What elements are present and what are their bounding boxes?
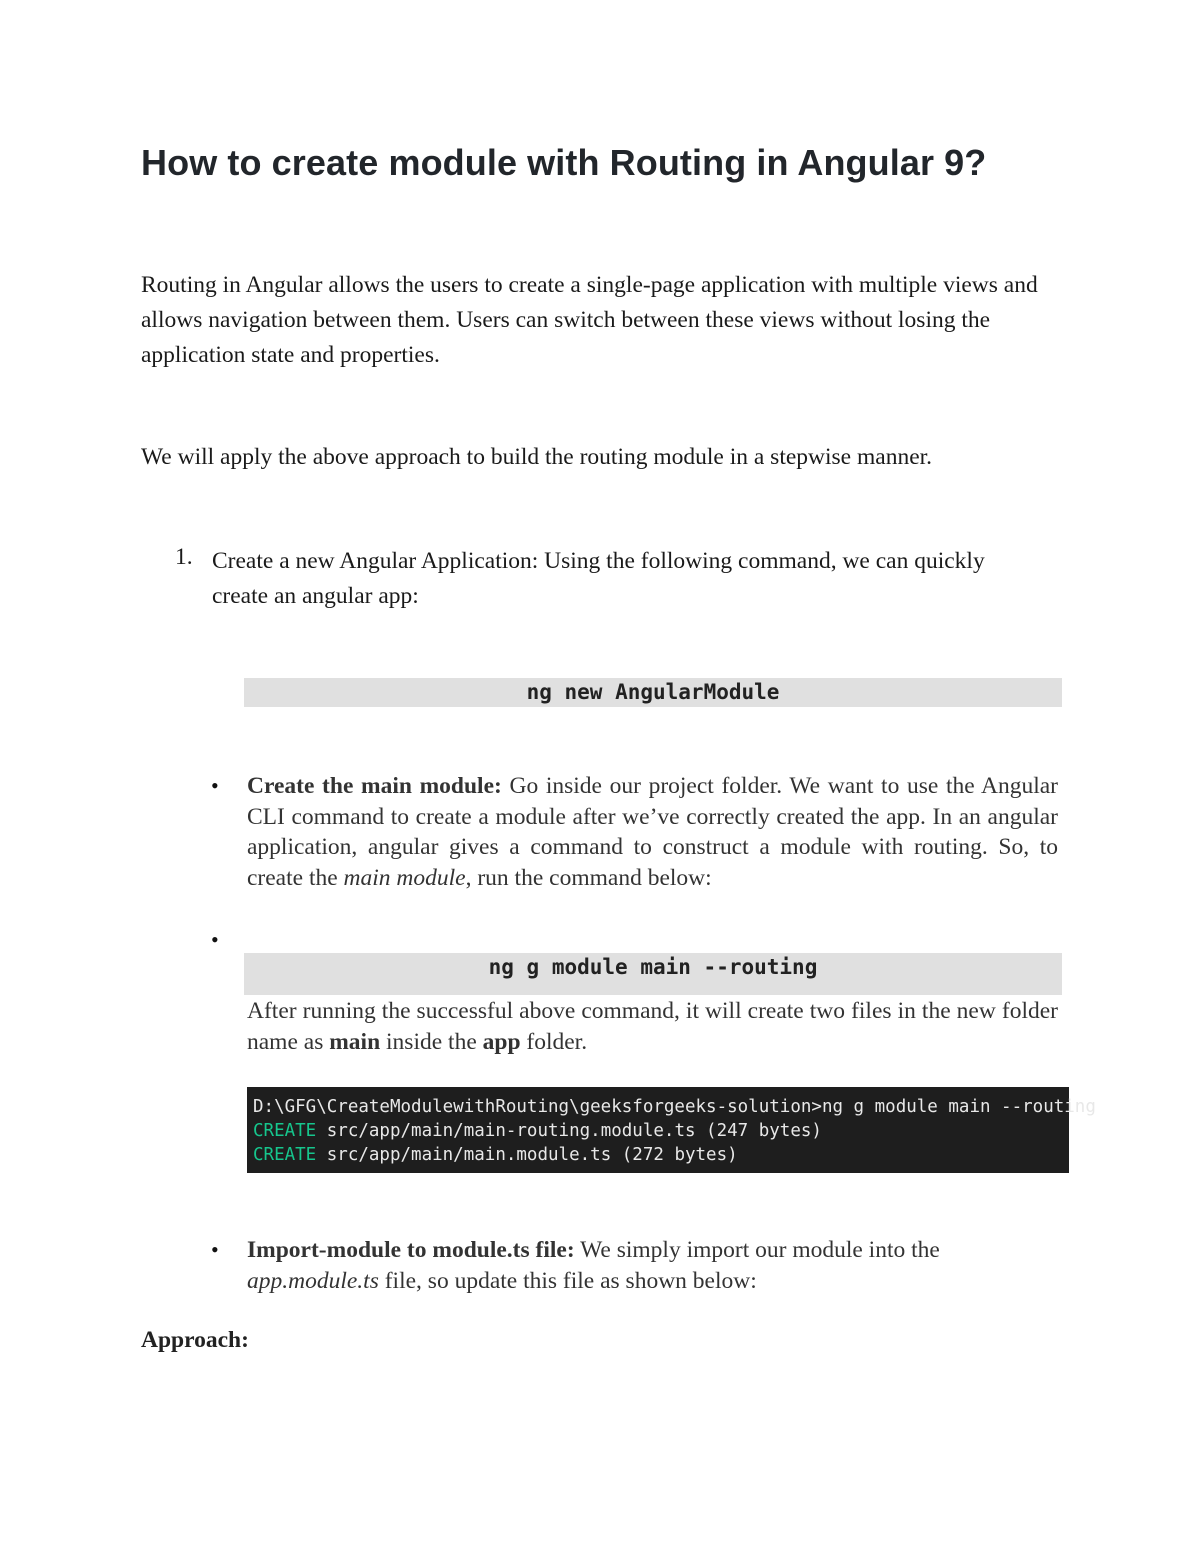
bullet-marker: • [211,773,219,798]
create-keyword: CREATE [253,1145,317,1165]
approach-heading: Approach: [141,1327,249,1353]
import-module-heading: Import-module to module.ts file: [247,1237,575,1263]
terminal-output [247,1087,1096,1173]
terminal-prompt-line: D:\GFG\CreateModulewithRouting\geeksforgeeks-solution>ng g module main --routing [253,1097,1096,1117]
after-command-paragraph [247,996,1058,1057]
terminal-file-2: src/app/main/main.module.ts (272 bytes) [316,1145,738,1165]
command-block-generate-module: ng g module main --routing [244,953,1062,995]
import-module-paragraph [247,1235,1058,1296]
after-text-c: folder. [520,1028,588,1055]
create-main-module-text-b: , run the command below: [465,864,712,891]
empty-bullet-marker: • [211,927,219,952]
create-main-module-text-a: Go inside our project folder. We want to use the Angular CLI command to create a module after we’ve correctly created the app. In an angular application, angular gives a command to construct a module with routing. So, to create the [247,773,1059,891]
step-number: 1. [175,544,193,570]
after-text-b: inside the [380,1028,483,1055]
import-module-text-a: We simply import our module into the [574,1237,940,1263]
import-module-text-b: file, so update this file as shown below: [378,1267,757,1294]
step1-text: Create a new Angular Application: Using the following command, we can quickly create an angular app: [212,548,985,609]
app-module-filename: app.module.ts [247,1267,379,1294]
terminal-create-line-2 [253,1143,1069,1167]
terminal-file-1: src/app/main/main-routing.module.ts (247 bytes) [316,1121,822,1141]
page-title: How to create module with Routing in Angular 9? [141,142,987,183]
after-text-a: After running the successful above command, it will create two files in the new folder name as [247,998,1058,1055]
intro-paragraph: Routing in Angular allows the users to create a single-page application with multiple views and allows navigation between them. Users can switch between these views without losing the application state and properties. [141,272,1038,368]
terminal-create-line-1 [253,1119,1069,1143]
create-main-module-heading: Create the main module: [247,773,502,799]
bullet-marker: • [211,1237,219,1262]
main-folder-name: main [329,1028,381,1055]
command-block-new-app: ng new AngularModule [244,678,1062,707]
create-keyword: CREATE [253,1121,317,1141]
app-folder-name: app [482,1028,521,1055]
main-module-emphasis: main module [343,864,466,891]
approach-sentence: We will apply the above approach to build the routing module in a stepwise manner. [141,444,933,470]
create-main-module-paragraph [247,771,1058,893]
